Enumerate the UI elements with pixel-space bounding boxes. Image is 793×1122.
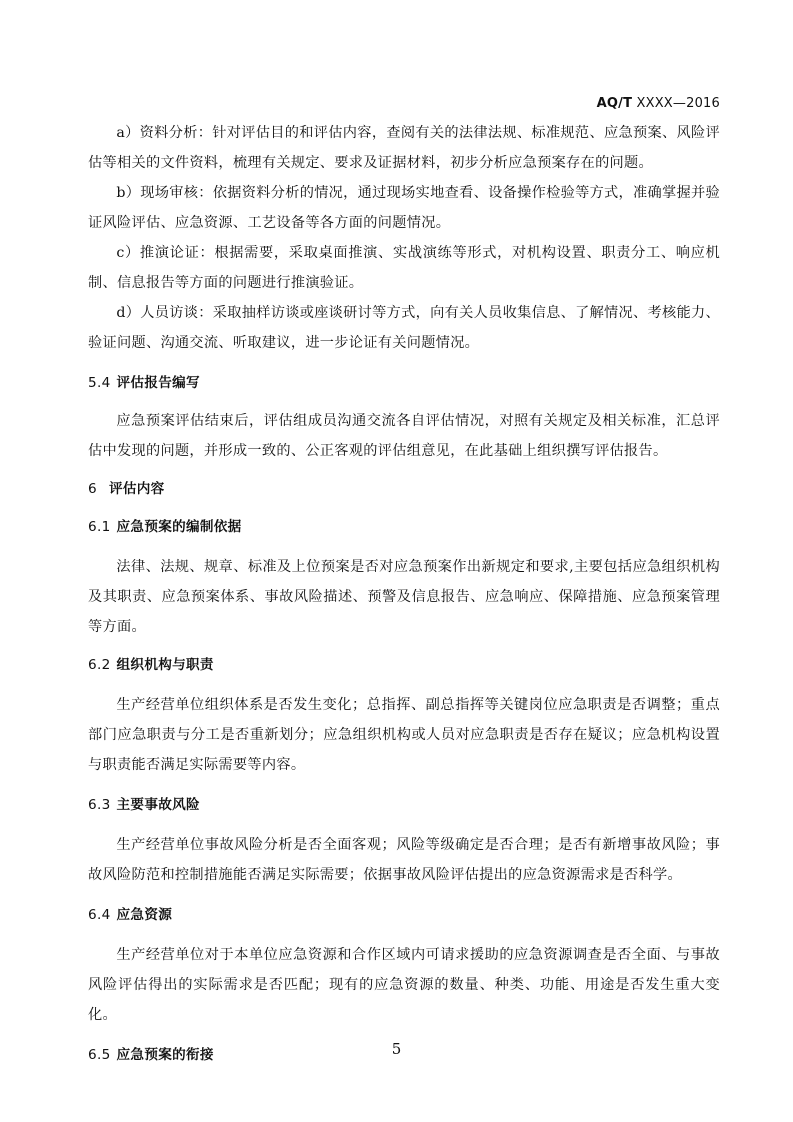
paragraph-b: b）现场审核：依据资料分析的情况，通过现场实地查看、设备操作检验等方式，准确掌握并验证风险评估、应急资源、工艺设备等各方面的问题情况。 [88, 185, 720, 231]
document-code-header [597, 96, 720, 111]
standard-code: XXXX—2016 [632, 96, 720, 111]
document-body [88, 118, 720, 1070]
paragraph-6-2: 生产经营单位组织体系是否发生变化；总指挥、副总指挥等关键岗位应急职责是否调整；重点部门应急职责与分工是否重新划分；应急组织机构或人员对应急职责是否存在疑议；应急机构设置与职责能否满足实际需要等内容。 [88, 697, 720, 773]
heading-6-3-title: 主要事故风险 [116, 797, 200, 813]
paragraph-5-4: 应急预案评估结束后，评估组成员沟通交流各自评估情况，对照有关规定及相关标准，汇总评估中发现的问题，并形成一致的、公正客观的评估组意见，在此基础上组织撰写评估报告。 [88, 413, 720, 459]
paragraph-6-4: 生产经营单位对于本单位应急资源和合作区域内可请求援助的应急资源调查是否全面、与事故风险评估得出的实际需求是否匹配；现有的应急资源的数量、种类、功能、用途是否发生重大变化。 [88, 947, 720, 1023]
heading-6-3 [88, 790, 720, 820]
heading-6-5-number: 6.5 [88, 1047, 111, 1063]
heading-6-1-title: 应急预案的编制依据 [116, 519, 242, 535]
heading-6-2 [88, 650, 720, 680]
heading-6-5-title: 应急预案的衔接 [116, 1047, 214, 1063]
heading-5-4 [88, 368, 720, 398]
heading-6 [88, 474, 720, 504]
heading-6-title: 评估内容 [108, 481, 165, 497]
paragraph-c: c）推演论证：根据需要，采取桌面推演、实战演练等形式，对机构设置、职责分工、响应机制、信息报告等方面的问题进行推演验证。 [88, 245, 720, 291]
paragraph-6-3: 生产经营单位事故风险分析是否全面客观；风险等级确定是否合理；是否有新增事故风险；事故风险防范和控制措施能否满足实际需要；依据事故风险评估提出的应急资源需求是否科学。 [88, 837, 720, 883]
paragraph-6-1: 法律、法规、规章、标准及上位预案是否对应急预案作出新规定和要求,主要包括应急组织机构及其职责、应急预案体系、事故风险描述、预警及信息报告、应急响应、保障措施、应急预案管理等方面。 [88, 559, 720, 635]
heading-6-3-number: 6.3 [88, 797, 111, 813]
paragraph-a: a）资料分析：针对评估目的和评估内容，查阅有关的法律法规、标准规范、应急预案、风险评估等相关的文件资料，梳理有关规定、要求及证据材料，初步分析应急预案存在的问题。 [88, 125, 720, 171]
heading-6-1-number: 6.1 [88, 519, 111, 535]
heading-6-number: 6 [88, 481, 97, 497]
heading-6-2-number: 6.2 [88, 657, 111, 673]
standard-prefix: AQ/T [596, 96, 633, 111]
paragraph-d: d）人员访谈：采取抽样访谈或座谈研讨等方式，向有关人员收集信息、了解情况、考核能力、验证问题、沟通交流、听取建议，进一步论证有关问题情况。 [88, 305, 720, 351]
heading-6-1 [88, 512, 720, 542]
heading-6-4-number: 6.4 [88, 907, 111, 923]
heading-5-4-title: 评估报告编写 [116, 375, 200, 391]
heading-6-4-title: 应急资源 [116, 907, 173, 923]
heading-6-2-title: 组织机构与职责 [116, 657, 214, 673]
heading-6-4 [88, 900, 720, 930]
heading-5-4-number: 5.4 [88, 375, 111, 391]
page-number: 5 [391, 1040, 402, 1058]
